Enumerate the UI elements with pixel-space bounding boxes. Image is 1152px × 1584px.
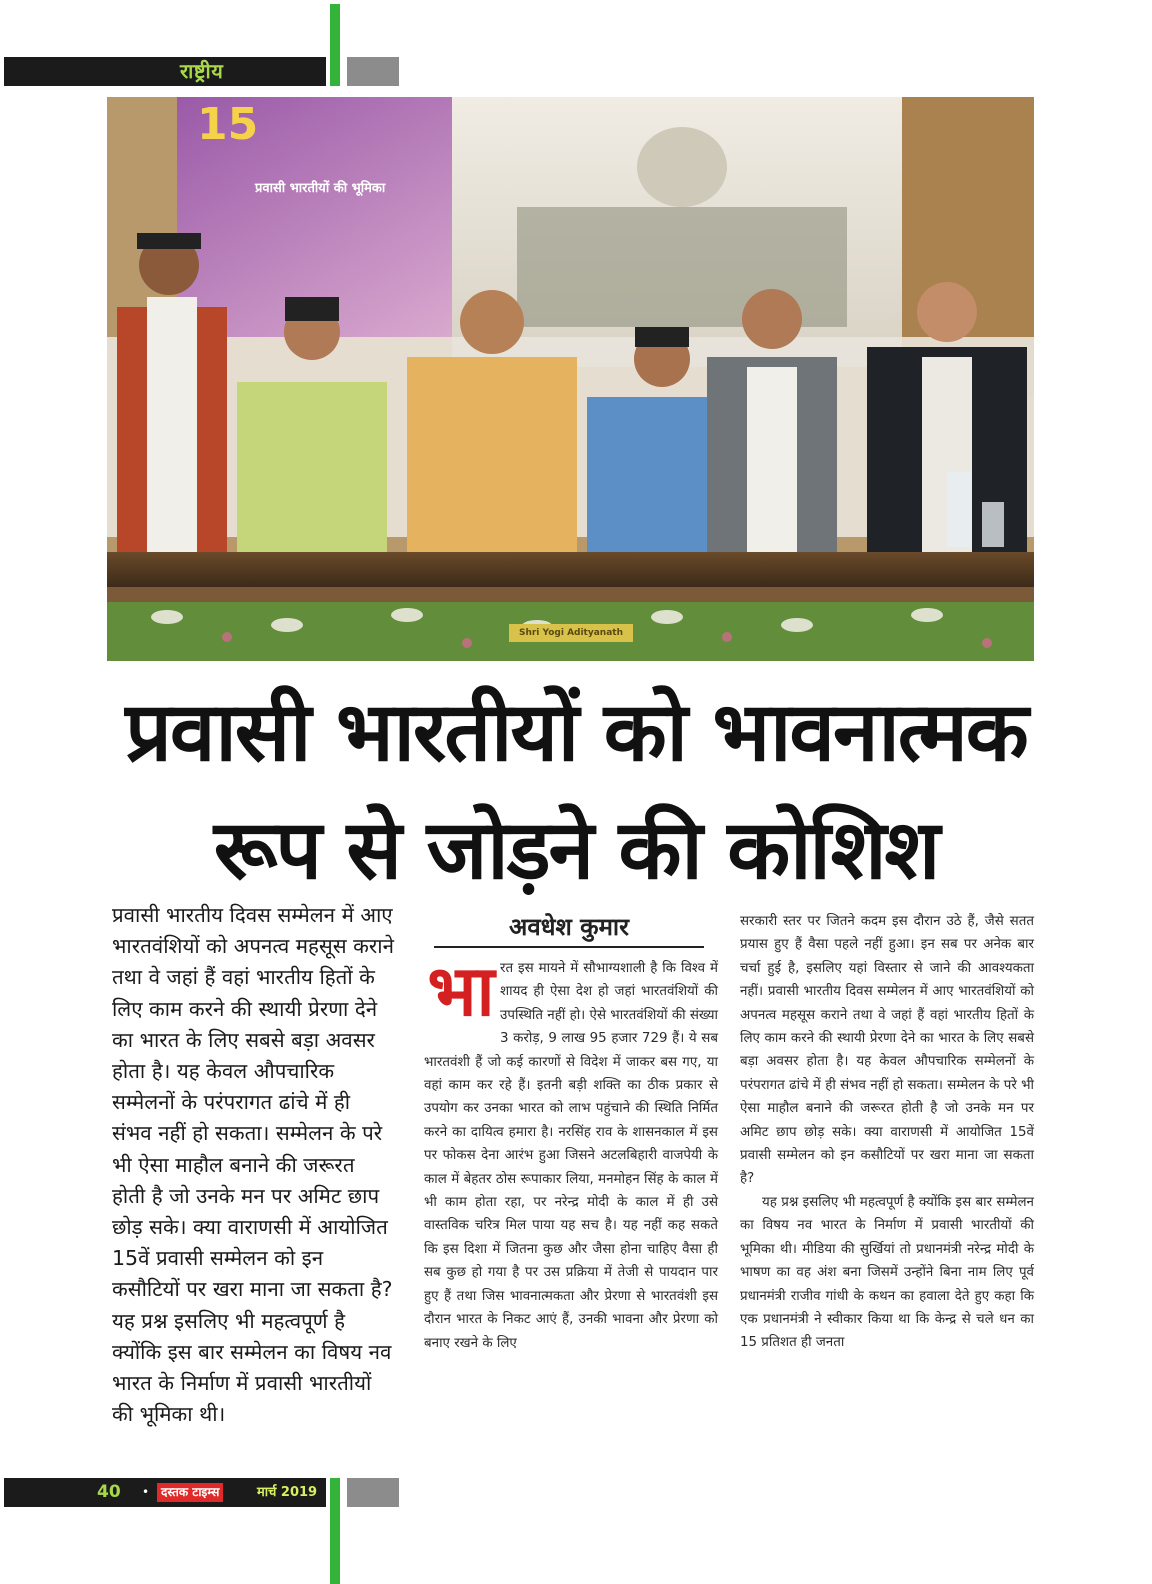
header-bar [4,57,326,86]
headline-line-2: रूप से जोड़ने की कोशिश [213,803,939,898]
namecard: Shri Yogi Adityanath [509,624,633,642]
headline-line-1: प्रवासी भारतीयों को भावनात्मक [125,685,1027,780]
article-paragraph-1: रत इस मायने में सौभाग्यशाली है कि विश्व में शायद ही ऐसा देश हो जहां भारतवंशियों की उपस्थिति नहीं हो। ऐसे भारतवंशियों की संख्या 3 करोड़, 9 लाख 95 हजार 729 हैं। ये सब भारतवंशी हैं जो कई कारणों से विदेश में जाकर बस गए, या वहां काम कर रहे हैं। इतनी बड़ी शक्ति का ठीक प्रकार से उपयोग कर उनका भारत को लाभ पहुंचाने की स्थिति निर्मित करने का दायित्व हमारा है। नरसिंह राव के शासनकाल में इस पर फोकस देना आरंभ हुआ जिसने अटलबिहारी वाजपेयी के काल में बेहतर ठोस रूपाकार लिया, मनमोहन सिंह के काल में भी काम होता रहा, पर नरेन्द्र मोदी के काल में ही उसे वास्तविक चरित्र मिल पाया यह सच है। यह नहीं कह सकते कि इस दिशा में जितना कुछ और जैसा होना चाहिए वैसा ही सब कुछ हो गया है पर उस प्रक्रिया में तेजी से पायदान पार हुए हैं तथा जिस भावनात्मकता और प्रेरणा से भारतवंशी इस दौरान भारत के निकट आएं हैं, उनकी भावना और प्रेरणा को बनाए रखने के लिए [424,961,718,1351]
footer-bullet: • [142,1485,150,1499]
section-label: राष्ट्रीय [180,59,224,83]
article-paragraph-2: सरकारी स्तर पर जितने कदम इस दौरान उठे हैं, जैसे सतत प्रयास हुए हैं वैसा पहले नहीं हुआ। इन सब पर अनेक बार चर्चा हुई है, इसलिए यहां विस्तार से जाने की आवश्यकता नहीं। प्रवासी भारतीय दिवस सम्मेलन में आए भारतवंशियों को अपनत्व महसूस कराने तथा वे जहां हैं वहां भारतीय हितों के लिए काम करने की स्थायी प्रेरणा देने का भारत के लिए सबसे बड़ा अवसर होता है। यह केवल औपचारिक सम्मेलनों के परंपरागत ढांचे में ही संभव नहीं हो सकता। सम्मेलन के परे भी ऐसा माहौल बनाने की जरूरत होती है जो उनके मन पर अमिट छाप छोड़ सके। क्या वाराणसी में आयोजित 15वें प्रवासी सम्मेलन को इन कसौटियों पर खरा माना जा सकता है? [740,914,1034,1187]
page-number: 40 [97,1482,121,1502]
footer-grey-block [347,1478,399,1507]
article-paragraph-3: यह प्रश्न इसलिए भी महत्वपूर्ण है क्योंकि इस बार सम्मेलन का विषय नव भारत के निर्माण में प्रवासी भारतीयों की भूमिका थी। मीडिया की सुर्खियां तो प्रधानमंत्री नरेन्द्र मोदी के भाषण का वह अंश बना जिसमें उन्होंने बिना नाम लिए पूर्व प्रधानमंत्री राजीव गांधी के कथन का हवाला देते हुए कहा कि एक प्रधानमंत्री ने स्वीकार किया था कि केन्द्र से चले धन का 15 प्रतिशत ही जनता [740,1194,1034,1351]
magazine-logo: दस्तक टाइम्स [157,1483,223,1502]
header-grey-block [347,57,399,86]
event-photo [107,97,1034,661]
banner-number: 15 [197,99,259,150]
issue-date: मार्च 2019 [257,1485,318,1500]
byline-rule [434,946,704,948]
intro-text [112,900,394,1430]
dropcap: भा [427,950,495,1032]
footer-accent-bar [330,1478,340,1584]
header-accent-bar [330,4,340,86]
byline: अवधेश कुमार [509,913,629,941]
banner-title: प्रवासी भारतीयों की भूमिका [255,181,386,196]
intro-paragraph: प्रवासी भारतीय दिवस सम्मेलन में आए भारतवंशियों को अपनत्व महसूस कराने तथा वे जहां हैं वहां भारतीय हितों के लिए काम करने की स्थायी प्रेरणा देने का भारत के लिए सबसे बड़ा अवसर होता है। यह केवल औपचारिक सम्मेलनों के परंपरागत ढांचे में ही संभव नहीं हो सकता। सम्मेलन के परे भी ऐसा माहौल बनाने की जरूरत होती है जो उनके मन पर अमिट छाप छोड़ सके। क्या वाराणसी में आयोजित 15वें प्रवासी सम्मेलन को इन कसौटियों पर खरा माना जा सकता है? यह प्रश्न इसलिए भी महत्वपूर्ण है क्योंकि इस बार सम्मेलन का विषय नव भारत के निर्माण में प्रवासी भारतीयों की भूमिका थी। [112,903,394,1427]
article-column-3 [740,910,1034,1355]
